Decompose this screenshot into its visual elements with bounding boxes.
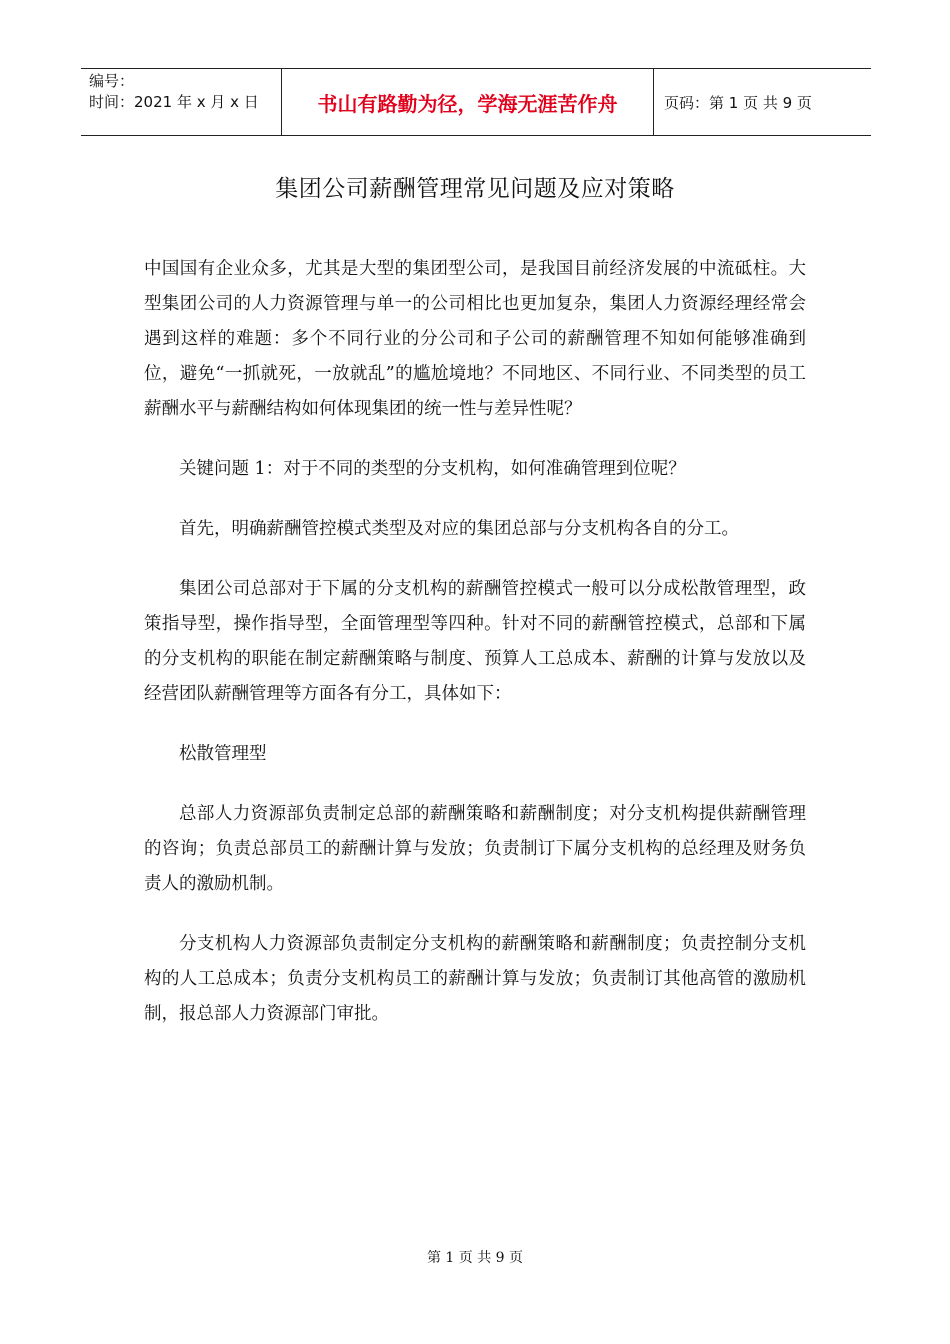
document-header <box>81 68 871 136</box>
paragraph-control-modes: 集团公司总部对于下属的分支机构的薪酬管控模式一般可以分成松散管理型，政策指导型，操作指导型，全面管理型等四种。针对不同的薪酬管控模式，总部和下属的分支机构的职能在制定薪酬策略与制度、预算人工总成本、薪酬的计算与发放以及经营团队薪酬管理等方面各有分工，具体如下： <box>144 579 806 704</box>
number-label: 编号： <box>89 72 135 90</box>
paragraph-intro: 中国国有企业众多，尤其是大型的集团型公司，是我国目前经济发展的中流砥柱。大型集团公司的人力资源管理与单一的公司相比也更加复杂，集团人力资源经理经常会遇到这样的难题：多个不同行业的分公司和子公司的薪酬管理不知如何能够准确到位，避免“一抓就死，一放就乱”的尴尬境地？不同地区、不同行业、不同类型的员工薪酬水平与薪酬结构如何体现集团的统一性与差异性呢？ <box>144 259 806 419</box>
page-footer: 第 1 页 共 9 页 <box>426 1250 524 1266</box>
paragraph-branch-duties: 分支机构人力资源部负责制定分支机构的薪酬策略和薪酬制度；负责控制分支机构的人工总成本；负责分支机构员工的薪酬计算与发放；负责制订其他高管的激励机制，报总部人力资源部门审批。 <box>144 934 806 1024</box>
header-motto: 书山有路勤为径，学海无涯苦作舟 <box>282 69 654 135</box>
header-page-info: 页码：第 1 页 共 9 页 <box>664 93 812 112</box>
paragraph-first: 首先，明确薪酬管控模式类型及对应的集团总部与分支机构各自的分工。 <box>179 519 739 539</box>
document-body <box>144 252 806 1057</box>
paragraph-key-question: 关键问题 1：对于不同的类型的分支机构，如何准确管理到位呢？ <box>179 459 686 479</box>
time-label: 时间：2021 年 x 月 x 日 <box>89 93 259 111</box>
paragraph-hq-duties: 总部人力资源部负责制定总部的薪酬策略和薪酬制度；对分支机构提供薪酬管理的咨询；负责总部员工的薪酬计算与发放；负责制订下属分支机构的总经理及财务负责人的激励机制。 <box>144 804 806 894</box>
document-title: 集团公司薪酬管理常见问题及应对策略 <box>275 176 675 202</box>
header-meta-cell <box>81 69 282 135</box>
paragraph-subheading-loose: 松散管理型 <box>179 744 267 764</box>
